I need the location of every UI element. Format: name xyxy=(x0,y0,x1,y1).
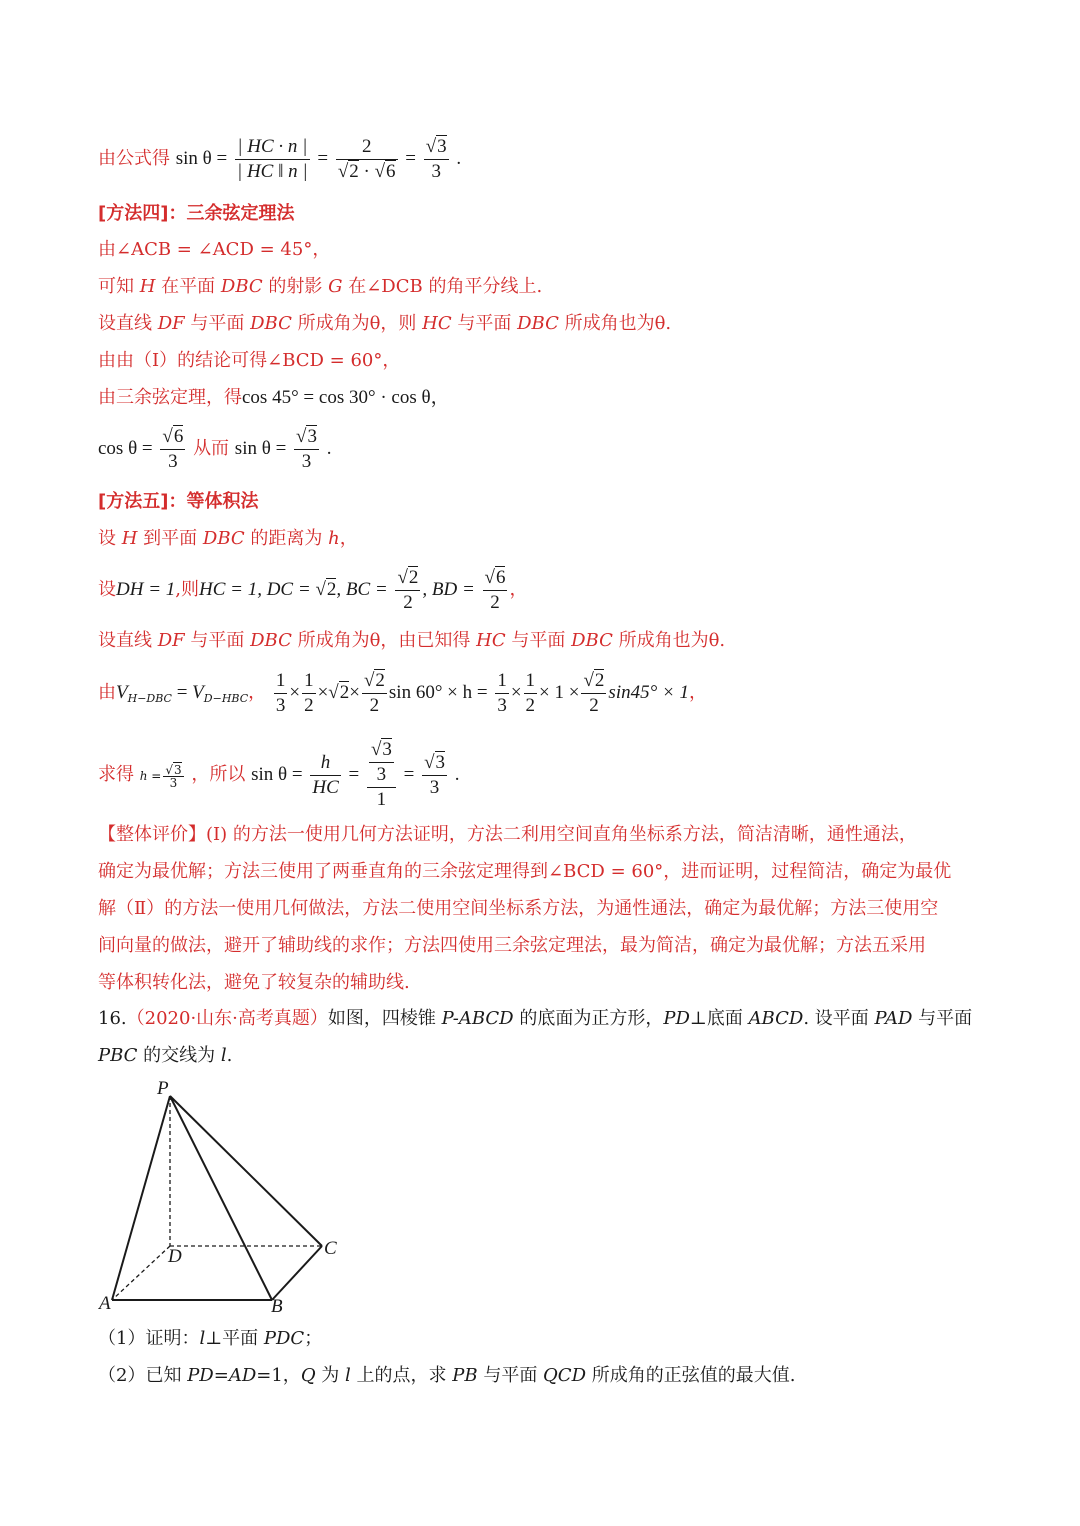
question-1: （1）证明：l⊥平面 PDC； xyxy=(98,1328,323,1349)
method4-heading: [方法四]：三余弦定理法 xyxy=(98,203,295,224)
vertex-label-d: D xyxy=(168,1246,182,1267)
fraction-compound: $\frac{\frac{√3}{3}}{1}$ xyxy=(367,738,396,812)
evaluation-line-3: 解（Ⅱ）的方法一使用几何做法，方法二使用空间坐标系方法，为通性通法，确定为最优解；方法三使用空 xyxy=(98,898,939,919)
vertex-label-b: B xyxy=(271,1296,283,1317)
method5-line4: 由$V_{H-DBC} = V_{D-HBC}$， $\frac{1}{3}$ × $\frac{1}{2}$ ×√2× $\frac{√2}{2}$ sin 60° × h = $\frac{1}{3}$ × $\frac{1}{2}$ × 1 × $\frac{√2}{2}$ sin45° × 1， xyxy=(98,669,708,716)
method5-line3: 设直线 DF 与平面 DBC 所成角为θ，由已知得 HC 与平面 DBC 所成角也为θ. xyxy=(98,630,726,651)
method5-line1: 设 H 到平面 DBC 的距离为 h， xyxy=(98,528,358,549)
fraction-h-over-hc: $\frac{h}{HC}$ xyxy=(312,751,339,798)
pyramid-figure xyxy=(90,1074,360,1319)
fraction-root3-over-3-b: $\frac{√3}{3}$ xyxy=(296,425,317,472)
method4-line3: 设直线 DF 与平面 DBC 所成角为θ，则 HC 与平面 DBC 所成角也为θ. xyxy=(98,313,672,334)
fraction-root3-over-3: $\frac{√3}{3}$ xyxy=(425,135,447,182)
vertex-label-p: P xyxy=(157,1078,169,1099)
fraction-bd: $\frac{√6}{2}$ xyxy=(484,566,506,613)
vertex-label-a: A xyxy=(99,1293,111,1314)
edge-pc xyxy=(170,1096,322,1246)
vertex-label-c: C xyxy=(324,1238,337,1259)
problem-source: （2020·山东·高考真题） xyxy=(126,1008,328,1029)
method3-prefix: 由公式得 xyxy=(98,148,170,169)
fraction-root6-over-3: $\frac{√6}{3}$ xyxy=(162,425,184,472)
edge-pa xyxy=(112,1096,170,1300)
evaluation-line-4: 间向量的做法，避开了辅助线的求作；方法四使用三余弦定理法，最为简洁，确定为最优解；方法五采用 xyxy=(98,935,926,956)
method5-line2: 设DH = 1,则HC = 1, DC = √2, BC = $\frac{√2}{2}$ , BD = $\frac{√6}{2}$ ， xyxy=(98,566,528,613)
evaluation-line-2: 确定为最优解；方法三使用了两垂直角的三余弦定理得到∠BCD = 60°，进而证明，过程简洁，确定为最优 xyxy=(98,861,952,882)
method4-line4: 由由（Ⅰ）的结论可得∠BCD = 60°， xyxy=(98,350,401,371)
method4-line1: 由∠ACB = ∠ACD = 45°， xyxy=(98,239,331,260)
overall-evaluation xyxy=(98,816,986,1001)
method4-line6: cos θ = $\frac{√6}{3}$ 从而 sin θ = $\frac{√3}{3}$ . xyxy=(98,425,332,472)
sin-theta-lhs: sin θ = xyxy=(175,148,228,169)
method5-line5: 求得 h = $\frac{√3}{3}$ ，所以 sin θ = $\frac{h}{HC}$ = $\frac{\frac{√3}{3}}{1}$ = $\frac{√3}{3}$ . xyxy=(98,739,460,810)
fraction-2-over-root: $\frac{2}{√2 \cdot √6}$ xyxy=(337,135,396,182)
method3-final-line: 由公式得 sin θ = $\frac{| HC \cdot n |}{| HC ‖ n |}$ = $\frac{2}{√2 \cdot √6}$ = $\frac{√3}{3}$ . xyxy=(98,135,462,182)
method4-line2: 可知 H 在平面 DBC 的射影 G 在∠DCB 的角平分线上. xyxy=(98,276,543,297)
problem16-line2: PBC 的交线为 l. xyxy=(98,1045,233,1066)
method5-heading: [方法五]：等体积法 xyxy=(98,491,259,512)
edge-pb xyxy=(170,1096,272,1300)
method4-line5: 由三余弦定理，得cos 45° = cos 30° · cos θ， xyxy=(98,387,450,408)
edge-bc xyxy=(272,1246,322,1300)
evaluation-line-5: 等体积转化法，避免了较复杂的辅助线. xyxy=(98,972,410,993)
problem-number: 16. xyxy=(98,1008,127,1029)
fraction-bc: $\frac{√2}{2}$ xyxy=(397,566,419,613)
evaluation-line-1: 【整体评价】(Ⅰ) 的方法一使用几何方法证明，方法二利用空间直角坐标系方法，简洁清晰，通性通法， xyxy=(98,824,917,845)
question-2: （2）已知 PD=AD=1，Q 为 l 上的点，求 PB 与平面 QCD 所成角的正弦值的最大值. xyxy=(98,1365,796,1386)
fraction-hc-n: $\frac{| HC \cdot n |}{| HC ‖ n |}$ xyxy=(236,135,308,182)
problem16-line1: 16.（2020·山东·高考真题）如图，四棱锥 P-ABCD 的底面为正方形，PD⊥底面 ABCD. 设平面 PAD 与平面 xyxy=(98,1008,973,1029)
